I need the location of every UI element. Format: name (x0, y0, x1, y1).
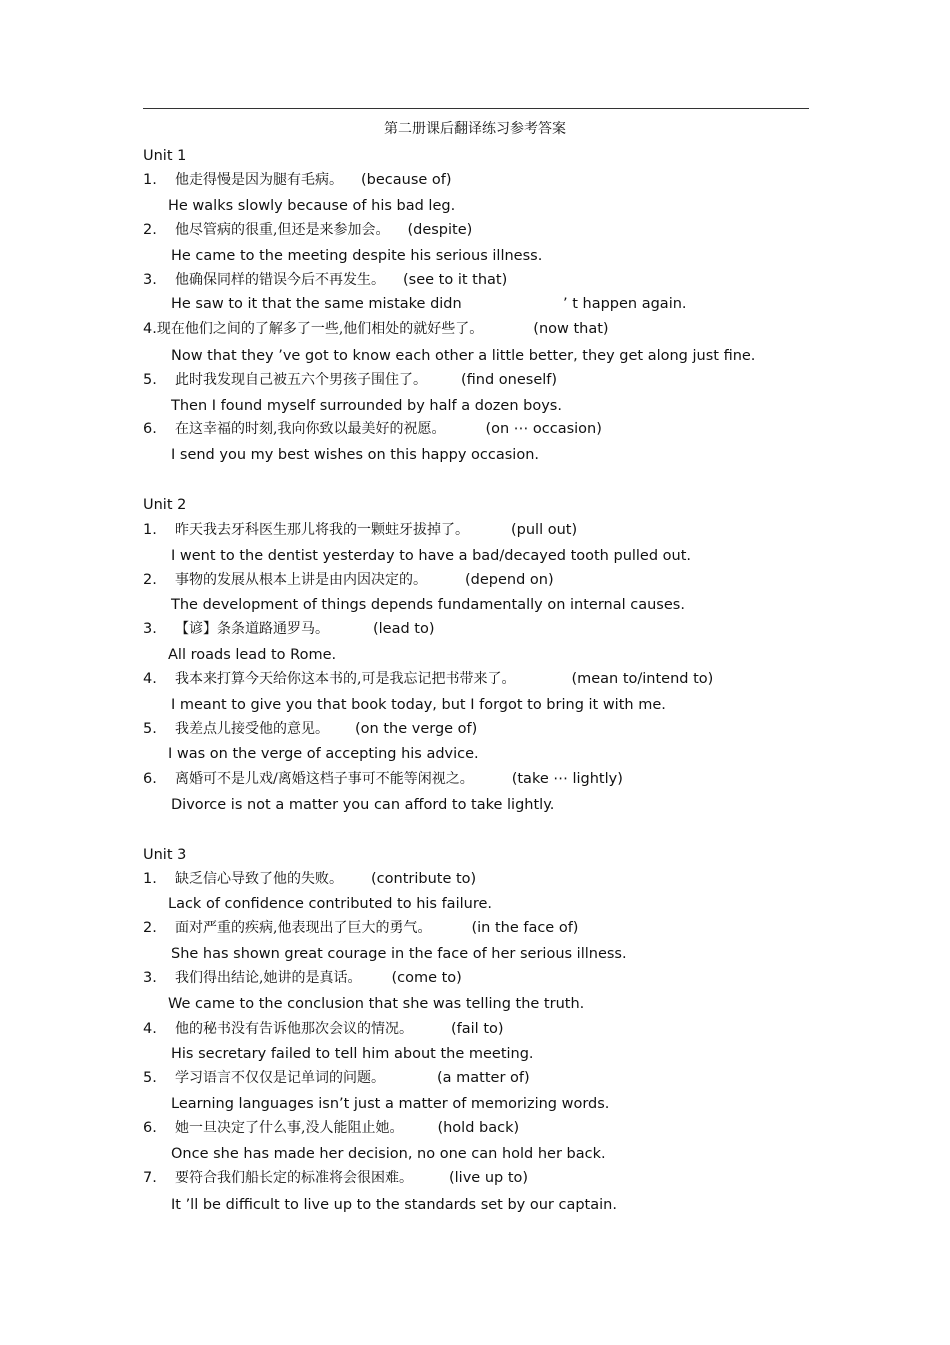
phrase-hint: (pull out) (511, 522, 578, 538)
answer: We came to the conclusion that she was telling the truth. (168, 996, 585, 1012)
answer: Learning languages isn’t just a matter of memorizing words. (171, 1096, 610, 1112)
question (143, 171, 452, 189)
question (143, 770, 623, 788)
phrase-hint: (on ⋯ occasion) (485, 421, 602, 437)
question-number: 4. (143, 671, 157, 687)
chinese-sentence: 此时我发现自己被五六个男孩子围住了。 (175, 372, 427, 388)
phrase-hint: (depend on) (465, 572, 554, 588)
question (143, 571, 554, 589)
top-rule (143, 108, 809, 109)
phrase-hint: (now that) (533, 321, 609, 337)
question-number: 2. (143, 920, 157, 936)
page-title: 第二册课后翻译练习参考答案 (384, 121, 566, 137)
question (143, 969, 462, 987)
phrase-hint: (come to) (391, 970, 462, 986)
answer: She has shown great courage in the face of her serious illness. (171, 946, 627, 962)
chinese-sentence: 我本来打算今天给你这本书的,可是我忘记把书带来了。 (175, 671, 516, 687)
answer: He came to the meeting despite his serious illness. (171, 248, 543, 264)
unit-heading: Unit 1 (143, 148, 187, 164)
phrase-hint: (hold back) (437, 1120, 520, 1136)
chinese-sentence: 他尽管病的很重,但还是来参加会。 (175, 222, 390, 238)
phrase-hint: (find oneself) (461, 372, 558, 388)
chinese-sentence: 学习语言不仅仅是记单词的问题。 (175, 1070, 385, 1086)
phrase-hint: (despite) (407, 222, 473, 238)
phrase-hint: (mean to/intend to) (571, 671, 714, 687)
question-number: 5. (143, 372, 157, 388)
question (143, 221, 472, 239)
question (143, 320, 609, 338)
question (143, 919, 578, 937)
answer: I went to the dentist yesterday to have a bad/decayed tooth pulled out. (171, 548, 692, 564)
question (143, 1069, 530, 1087)
answer: I meant to give you that book today, but I forgot to bring it with me. (171, 697, 666, 713)
answer: His secretary failed to tell him about the meeting. (171, 1046, 534, 1062)
question-number: 6. (143, 1120, 157, 1136)
chinese-sentence: 【谚】条条道路通罗马。 (175, 621, 329, 637)
phrase-hint: (a matter of) (437, 1070, 530, 1086)
chinese-sentence: 缺乏信心导致了他的失败。 (175, 871, 343, 887)
chinese-sentence: 昨天我去牙科医生那儿将我的一颗蛀牙拔掉了。 (175, 522, 469, 538)
question (143, 870, 476, 888)
answer: Lack of confidence contributed to his failure. (168, 896, 492, 912)
answer: I was on the verge of accepting his advice. (168, 746, 479, 762)
answer: I send you my best wishes on this happy occasion. (171, 447, 539, 463)
answer: It ’ll be difficult to live up to the standards set by our captain. (171, 1197, 617, 1213)
question-number: 1. (143, 871, 157, 887)
answer: Divorce is not a matter you can afford to take lightly. (171, 797, 555, 813)
chinese-sentence: 离婚可不是儿戏/离婚这档子事可不能等闲视之。 (175, 771, 474, 787)
answer: Once she has made her decision, no one can hold her back. (171, 1146, 606, 1162)
answer: Then I found myself surrounded by half a dozen boys. (171, 398, 562, 414)
chinese-sentence: 在这幸福的时刻,我向你致以最美好的祝愿。 (175, 421, 446, 437)
question-number: 6. (143, 771, 157, 787)
chinese-sentence: 他确保同样的错误今后不再发生。 (175, 272, 385, 288)
question (143, 1020, 504, 1038)
chinese-sentence: 现在他们之间的了解多了一些,他们相处的就好些了。 (156, 321, 484, 337)
answer: All roads lead to Rome. (168, 647, 337, 663)
phrase-hint: (because of) (361, 172, 452, 188)
question-number: 1. (143, 522, 157, 538)
phrase-hint: (on the verge of) (355, 721, 478, 737)
question (143, 670, 713, 688)
chinese-sentence: 我们得出结论,她讲的是真话。 (175, 970, 362, 986)
chinese-sentence: 她一旦决定了什么事,没人能阻止她。 (175, 1120, 404, 1136)
phrase-hint: (fail to) (451, 1021, 504, 1037)
chinese-sentence: 他走得慢是因为腿有毛病。 (175, 172, 343, 188)
question-number: 5. (143, 1070, 157, 1086)
chinese-sentence: 我差点儿接受他的意见。 (175, 721, 329, 737)
chinese-sentence: 他的秘书没有告诉他那次会议的情况。 (175, 1021, 413, 1037)
answer: Now that they ’ve got to know each other a little better, they get along just fine. (171, 348, 756, 364)
question-number: 7. (143, 1170, 157, 1186)
question (143, 521, 577, 539)
question-number: 2. (143, 572, 157, 588)
question-number: 2. (143, 222, 157, 238)
answer: He walks slowly because of his bad leg. (168, 198, 456, 214)
question-number: 6. (143, 421, 157, 437)
unit-heading: Unit 2 (143, 497, 187, 513)
chinese-sentence: 要符合我们船长定的标准将会很困难。 (175, 1170, 413, 1186)
phrase-hint: (contribute to) (371, 871, 477, 887)
phrase-hint: (live up to) (449, 1170, 529, 1186)
phrase-hint: (lead to) (373, 621, 435, 637)
question-number: 4. (143, 1021, 157, 1037)
phrase-hint: (see to it that) (403, 272, 508, 288)
question (143, 1169, 528, 1187)
question (143, 371, 557, 389)
question (143, 620, 435, 638)
answer (171, 295, 687, 313)
question-number: 5. (143, 721, 157, 737)
question (143, 720, 477, 738)
unit-heading: Unit 3 (143, 847, 187, 863)
answer-part: ’ t happen again. (563, 296, 687, 312)
chinese-sentence: 面对严重的疾病,他表现出了巨大的勇气。 (175, 920, 432, 936)
question (143, 420, 602, 438)
answer-part: He saw to it that the same mistake didn (171, 296, 462, 312)
phrase-hint: (in the face of) (471, 920, 579, 936)
question-number: 1. (143, 172, 157, 188)
question (143, 1119, 519, 1137)
question (143, 271, 507, 289)
question-number: 3. (143, 970, 157, 986)
question-number: 4. (143, 321, 157, 337)
chinese-sentence: 事物的发展从根本上讲是由内因决定的。 (175, 572, 427, 588)
question-number: 3. (143, 272, 157, 288)
question-number: 3. (143, 621, 157, 637)
answer: The development of things depends fundamentally on internal causes. (171, 597, 685, 613)
phrase-hint: (take ⋯ lightly) (511, 771, 623, 787)
